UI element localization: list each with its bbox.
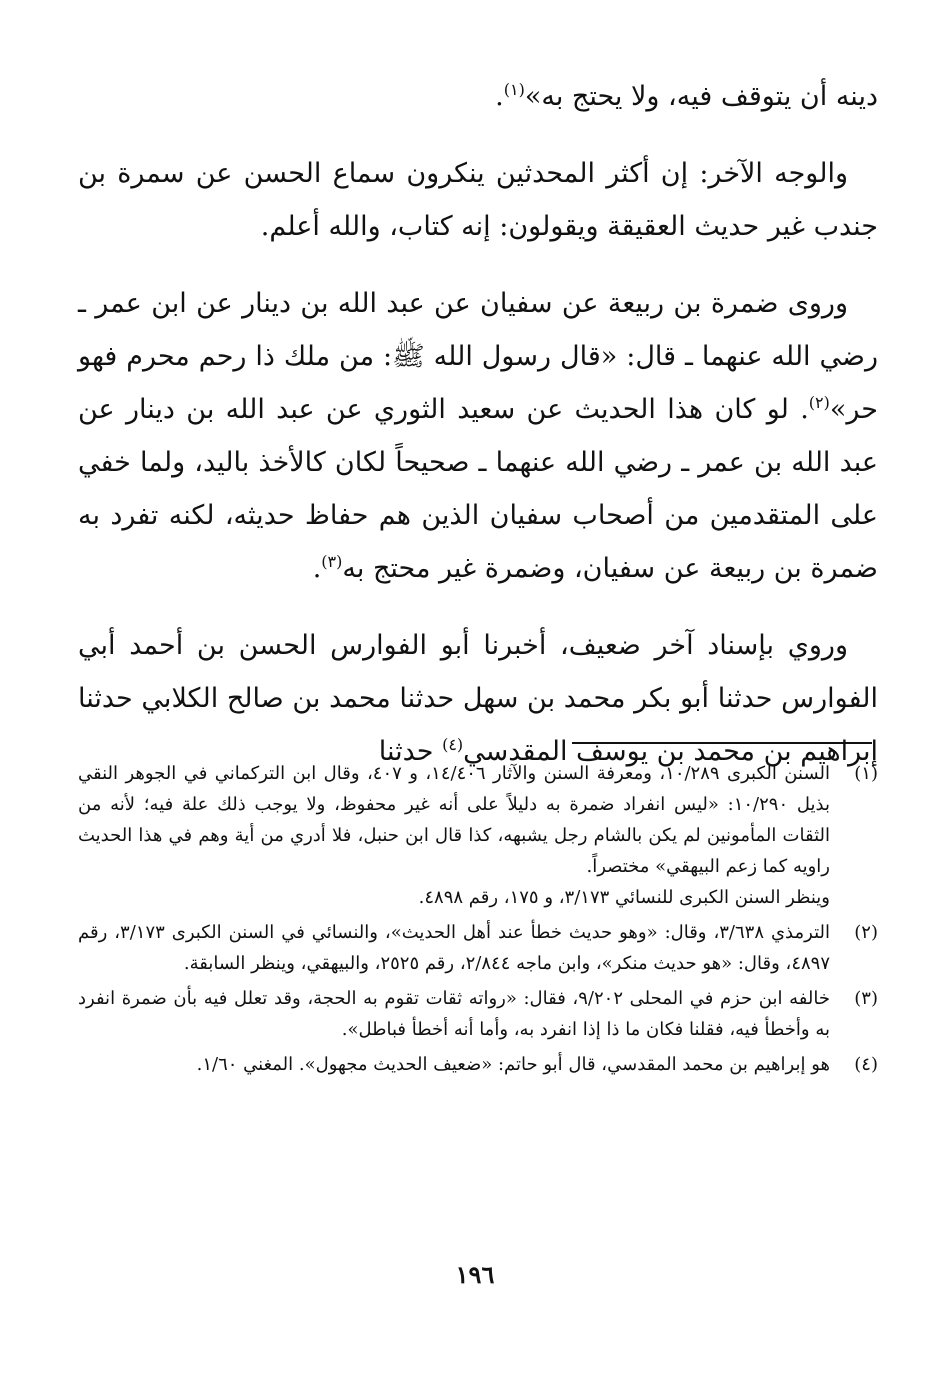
footnote-number: (١)	[854, 763, 878, 784]
footnote-line: خالفه ابن حزم في المحلى ٩/٢٠٢، فقال: «رواته ثقات تقوم به الحجة، وقد تعلل فيه بأن ضمرة انفرد به وأخطأ فيه، فقلنا فكان ما ذا إذا انفرد به، وأما أنه أخطأ فباطل».	[78, 988, 830, 1040]
footnote-line: هو إبراهيم بن محمد المقدسي، قال أبو حاتم: «ضعيف الحديث مجهول». المغني ١/٦٠.	[196, 1054, 830, 1075]
paragraph-3-text-c: .	[312, 553, 322, 584]
paragraph-2	[78, 147, 878, 253]
footnote-2	[78, 917, 878, 979]
footnote-ref-4[interactable]: (٤)	[442, 735, 464, 754]
paragraph-1-text: دينه أن يتوقف فيه، ولا يحتج به»	[524, 81, 878, 112]
paragraph-3	[78, 277, 878, 595]
main-text	[78, 70, 878, 802]
footnote-number: (٤)	[854, 1054, 878, 1075]
paragraph-4-text-a: وروي بإسناد آخر ضعيف، أخبرنا أبو الفوارس الحسن بن أحمد أبي الفوارس حدثنا أبو بكر محمد بن سهل حدثنا محمد بن صالح الكلابي حدثنا إبراهيم بن محمد بن يوسف المقدسي	[78, 630, 878, 767]
footnote-body	[78, 758, 830, 913]
footnote-body	[78, 1049, 830, 1080]
footnote-4	[78, 1049, 878, 1080]
footnote-line: الترمذي ٣/٦٣٨، وقال: «وهو حديث خطأ عند أهل الحديث»، والنسائي في السنن الكبرى ٣/١٧٣، رقم ٤٨٩٧، وقال: «هو حديث منكر»، وابن ماجه ٢/٨٤٤، رقم ٢٥٢٥، والبيهقي، وينظر السابقة.	[78, 922, 830, 974]
footnote-body	[78, 917, 830, 979]
paragraph-4	[78, 619, 878, 778]
footnotes	[78, 758, 878, 1084]
paragraph-1-tail: .	[495, 81, 504, 112]
footnote-line: وينظر السنن الكبرى للنسائي ٣/١٧٣، و ١٧٥، رقم ٤٨٩٨.	[418, 887, 830, 908]
paragraph-4-text-b: حدثنا	[378, 736, 443, 767]
footnote-separator	[572, 742, 872, 744]
footnote-3	[78, 983, 878, 1045]
page-number: ١٩٦	[455, 1260, 495, 1289]
footnote-ref-1[interactable]: (١)	[503, 80, 525, 99]
paragraph-3-text-b: . لو كان هذا الحديث عن سعيد الثوري عن عبد الله بن دينار عن عبد الله بن عمر ـ رضي الله عنهما ـ صحيحاً لكان كالأخذ باليد، ولما خفي على المتقدمين من أصحاب سفيان الذين هم حفاظ حديثه، لكنه تفرد به ضمرة بن ربيعة عن سفيان، وضمرة غير محتج به	[78, 394, 878, 584]
paragraph-2-text: والوجه الآخر: إن أكثر المحدثين ينكرون سماع الحسن عن سمرة بن جندب غير حديث العقيقة ويقولون: إنه كتاب، والله أعلم.	[78, 158, 878, 242]
footnote-number: (٣)	[854, 988, 878, 1009]
footnote-body	[78, 983, 830, 1045]
footnote-1	[78, 758, 878, 913]
paragraph-1	[78, 70, 878, 123]
footnote-line: السنن الكبرى ١٠/٢٨٩، ومعرفة السنن والآثار ١٤/٤٠٦، و ٤٠٧، وقال ابن التركماني في الجوهر النقي بذيل ١٠/٢٩٠: «ليس انفراد ضمرة به دليلاً على أنه غير محفوظ، ولا يوجب ذلك علة فيه؛ لأنه من الثقات المأمونين لم يكن بالشام رجل يشبهه، كذا قال ابن حنبل، فلا أدري من أية وهم في هذا الحديث راويه كما زعم البيهقي» مختصراً.	[78, 763, 830, 877]
footnote-ref-2[interactable]: (٢)	[808, 393, 830, 412]
footnote-number: (٢)	[854, 922, 878, 943]
footnote-ref-3[interactable]: (٣)	[321, 552, 343, 571]
paragraph-3-text-a: وروى ضمرة بن ربيعة عن سفيان عن عبد الله بن دينار عن ابن عمر ـ رضي الله عنهما ـ قال: «قال رسول الله ﷺ: من ملك ذا رحم محرم فهو حر»	[78, 288, 878, 425]
